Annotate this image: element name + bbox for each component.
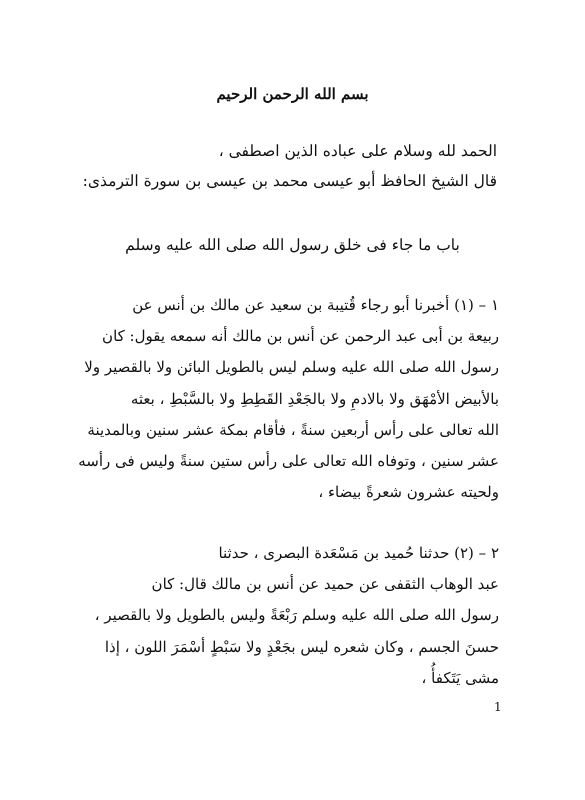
chapter-title: باب ما جاء فى خلق رسول الله صلى الله عليه وسلم	[125, 236, 460, 254]
hadith-2-line: عبد الوهاب الثقفى عن حميد عن أنس بن مالك قال: كان	[151, 575, 499, 594]
intro-block	[77, 136, 497, 196]
hadith-2-line: مشى يَتَكفأُ ،	[421, 668, 499, 687]
hadith-2-line: رسول الله صلى الله عليه وسلم رَبْعَةً وليس بالطويل ولا بالقصير ،	[94, 606, 499, 625]
hadith-2-line: ٢ – (٢) حدثنا حُميد بن مَسْعَدة البصرى ، حدثنا	[218, 544, 499, 562]
hadith-1-line: ربيعة بن أبى عبد الرحمن عن أنس بن مالك أنه سمعه يقول: كان	[102, 327, 499, 346]
basmala-heading: بسم الله الرحمن الرحيم	[216, 85, 369, 103]
hadith-1-line: ولحيته عشرون شعرةً بيضاء ،	[318, 483, 499, 502]
hadith-1-line: الله تعالى على رأس أربعين سنةً ، فأقام بمكة عشر سنين وبالمدينة	[87, 420, 499, 439]
intro-line-2: قال الشيخ الحافظ أبو عيسى محمد بن عيسى بن سورة الترمذى:	[82, 172, 497, 190]
intro-line-1: الحمد لله وسلام على عباده الذين اصطفى ،	[218, 142, 497, 160]
page-number: 1	[494, 700, 502, 714]
hadith-1-line: رسول الله صلى الله عليه وسلم ليس بالطويل البائن ولا بالقصير ولا	[84, 358, 499, 377]
hadith-2	[75, 538, 499, 694]
hadith-2-line: حسنَ الجسم ، وكان شعره ليس بجَعْدٍ ولا سَبْطٍ أسْمَرَ اللون ، إذا	[104, 637, 499, 656]
hadith-1-line: بالأبيض الأمْهَق ولا بالادمِ ولا بالجَعْدِ القَطِطِ ولا بالسَّبْطِ ، بعثه	[130, 389, 499, 408]
hadith-1	[75, 290, 499, 508]
hadith-1-line: ١ – (١) أخبرنا أبو رجاء قُتيبة بن سعيد عن مالك بن أنس عن	[132, 296, 499, 314]
hadith-1-line: عشر سنين ، وتوفاه الله تعالى على رأس ستين سنةً وليس فى رأسه	[78, 452, 499, 471]
